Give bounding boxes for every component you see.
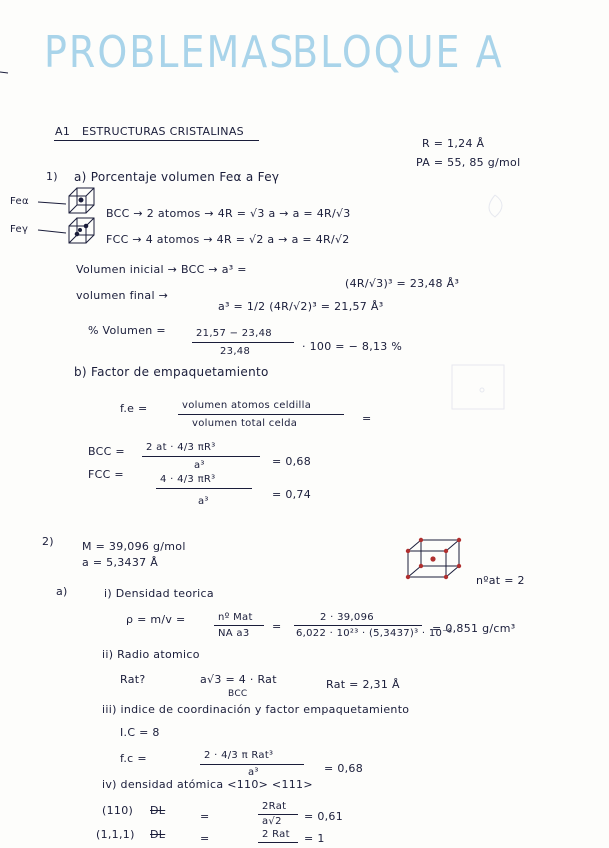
linear-density-111-numerator: 2 Rat <box>262 829 290 840</box>
linear-density-110-denominator: a√2 <box>262 816 282 827</box>
direction-110-label: (110) <box>102 804 134 817</box>
density-numerator-1: nº Mat <box>218 612 253 623</box>
atoms-per-cell: nºat = 2 <box>476 574 525 587</box>
packing-factor-label: f.e = <box>120 402 148 415</box>
bcc-cell-icon <box>69 188 94 213</box>
bcc-packing-denominator: a³ <box>194 460 205 471</box>
final-volume-value: a³ = 1/2 (4R/√2)³ = 21,57 Å³ <box>218 300 384 313</box>
molar-mass: M = 39,096 g/mol <box>82 540 186 553</box>
corner-atom <box>419 564 423 568</box>
fcc-packing-label: FCC = <box>88 468 124 481</box>
initial-volume-label: Volumen inicial → BCC → a³ = <box>76 263 247 276</box>
density-denominator-2: 6,022 · 10²³ · (5,3437)³ · 10⁻⁸ <box>296 628 453 639</box>
lattice-parameter: a = 5,3437 Å <box>82 556 159 569</box>
packing-factor-denominator: volumen total celda <box>192 418 298 429</box>
corner-atom <box>457 538 461 542</box>
cell-packing-denominator: a³ <box>248 767 259 778</box>
fcc-packing-result: = 0,74 <box>272 488 312 501</box>
equals-sign: = <box>200 810 210 823</box>
fcc-cell-icon <box>69 218 94 243</box>
density-denominator-1: NA a3 <box>218 628 250 639</box>
cell-packing-result: = 0,68 <box>324 762 364 775</box>
atomic-radius-structure: BCC <box>228 689 248 699</box>
bcc-packing-numerator: 2 at · 4/3 πR³ <box>146 442 216 453</box>
linear-density-111-result: = 1 <box>304 832 325 845</box>
percent-volume-result: · 100 = − 8,13 % <box>302 340 403 353</box>
atomic-radius-question: Rat? <box>120 673 146 686</box>
atomic-radius-relation: a√3 = 4 · Rat <box>200 673 277 686</box>
section-number: A1 <box>55 125 71 138</box>
atomic-density-heading: iv) densidad atómica <110> <111> <box>102 778 313 791</box>
title-left: PROBLEMAS <box>44 26 296 78</box>
atomic-radius-heading: ii) Radio atomico <box>102 648 200 661</box>
percent-volume-label: % Volumen = <box>88 324 166 337</box>
center-atom <box>430 556 435 561</box>
given-radius: R = 1,24 Å <box>422 137 485 150</box>
final-volume-label: volumen final → <box>76 289 169 302</box>
theoretical-density-heading: i) Densidad teorica <box>104 587 214 600</box>
initial-volume-value: (4R/√3)³ = 23,48 Å³ <box>345 277 460 290</box>
coordination-heading: iii) indice de coordinación y factor empaquetamiento <box>102 703 410 716</box>
atoms <box>406 538 461 579</box>
corner-atom <box>406 575 410 579</box>
density-equals: = <box>272 620 282 633</box>
corner-atom <box>457 564 461 568</box>
percent-volume-numerator: 21,57 − 23,48 <box>196 328 272 339</box>
connector-line <box>38 230 66 233</box>
linear-density-110-numerator: 2Rat <box>262 801 287 812</box>
show-through-marks <box>452 195 504 409</box>
fe-alpha-label: Feα <box>10 196 29 207</box>
connector-line <box>38 202 66 204</box>
bcc-packing-label: BCC = <box>88 445 125 458</box>
corner-atom <box>419 538 423 542</box>
problem-1-part-b: b) Factor de empaquetamiento <box>74 365 269 379</box>
margin-mark <box>0 72 8 73</box>
percent-volume-denominator: 23,48 <box>220 346 251 357</box>
corner-atom <box>444 549 448 553</box>
direction-111-symbol: DL <box>150 828 166 841</box>
section-title: ESTRUCTURAS CRISTALINAS <box>82 125 244 138</box>
coordination-index: I.C = 8 <box>120 726 160 739</box>
fcc-packing-numerator: 4 · 4/3 πR³ <box>160 474 216 485</box>
corner-atom <box>444 575 448 579</box>
problem-2-number: 2) <box>42 535 54 548</box>
bcc-relation: BCC → 2 atomos → 4R = √3 a → a = 4R/√3 <box>106 207 351 220</box>
density-formula-label: ρ = m/v = <box>126 613 186 626</box>
problem-1-number: 1) <box>46 170 58 183</box>
title-right: BLOQUE A <box>292 26 504 78</box>
equals-sign: = <box>200 832 210 845</box>
atomic-radius-result: Rat = 2,31 Å <box>326 678 400 691</box>
bcc-packing-result: = 0,68 <box>272 455 312 468</box>
cell-packing-label: f.c = <box>120 752 147 765</box>
fe-gamma-label: Feγ <box>10 224 29 235</box>
density-result: = 0,851 g/cm³ <box>432 622 516 635</box>
given-atomic-mass: PA = 55, 85 g/mol <box>416 156 521 169</box>
linear-density-110-result: = 0,61 <box>304 810 344 823</box>
packing-factor-equals: = <box>362 412 372 425</box>
corner-atom <box>406 549 410 553</box>
direction-110-symbol: DL <box>150 804 166 817</box>
direction-111-label: (1,1,1) <box>96 828 135 841</box>
problem-1-part-a: a) Porcentaje volumen Feα a Feγ <box>74 170 280 184</box>
packing-factor-numerator: volumen atomos celdilla <box>182 400 312 411</box>
cell-packing-numerator: 2 · 4/3 π Rat³ <box>204 750 274 761</box>
fcc-packing-denominator: a³ <box>198 496 209 507</box>
fcc-relation: FCC → 4 atomos → 4R = √2 a → a = 4R/√2 <box>106 233 350 246</box>
problem-2-part-a: a) <box>56 585 68 598</box>
density-numerator-2: 2 · 39,096 <box>320 612 374 623</box>
